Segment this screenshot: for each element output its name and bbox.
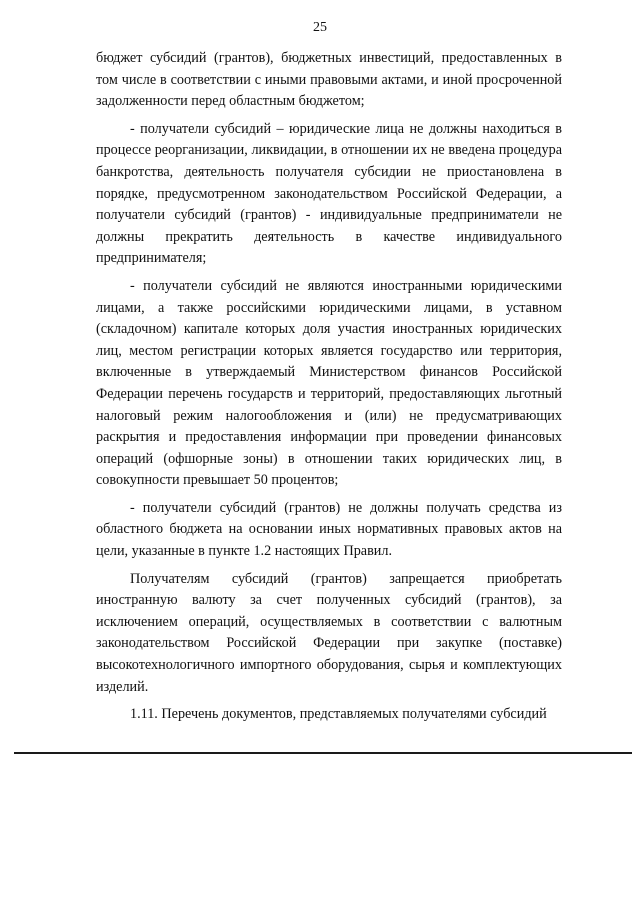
paragraph-budget-debt: бюджет субсидий (грантов), бюджетных инвестиций, предоставленных в том числе в соответствии с иными правовыми актами, и иной просроченной задолженности перед областным бюджетом; — [96, 50, 562, 110]
page-number: 25 — [313, 20, 327, 35]
paragraph-foreign-entities-condition: - получатели субсидий не являются иностранными юридическими лицами, а также российскими юридическими лицами, в уставном (складочном) капитале которых доля участия иностранных юридических лиц, местом регистрации которых является государство или территория, включенные в утверждаемый Министерством финансов Российской Федерации перечень государств и территорий, предоставляющих льготный налоговый режим налогообложения и (или) не предусматривающих раскрытия и предоставления информации при проведении финансовых операций (офшорные зоны) в отношении таких юридических лиц, в совокупности превышает 50 процентов; — [96, 277, 562, 489]
footer-divider — [14, 752, 632, 754]
paragraph-foreign-currency-prohibition: Получателям субсидий (грантов) запрещается приобретать иностранную валюту за счет полученных субсидий (грантов), за исключением операций, осуществляемых в соответствии с валютным законодательством Российской Федерации при закупке (поставке) высокотехнологичного импортного оборудования, сырья и комплектующих изделий. — [96, 570, 562, 695]
document-body — [96, 48, 562, 726]
paragraph-section-1-11: 1.11. Перечень документов, представляемых получателями субсидий — [130, 706, 547, 723]
paragraph-other-acts-condition: - получатели субсидий (грантов) не должны получать средства из областного бюджета на основании иных нормативных правовых актов на цели, указанные в пункте 1.2 настоящих Правил. — [96, 499, 562, 560]
paragraph-reorganization-condition: - получатели субсидий – юридические лица не должны находиться в процессе реорганизации, ликвидации, в отношении их не введена процедура банкротства, деятельность получателя субсидии не приостановлена в порядке, предусмотренном законодательством Российской Федерации, а получатели субсидий (грантов) - индивидуальные предприниматели не должны прекратить деятельность в качестве индивидуального предпринимателя; — [96, 120, 562, 267]
